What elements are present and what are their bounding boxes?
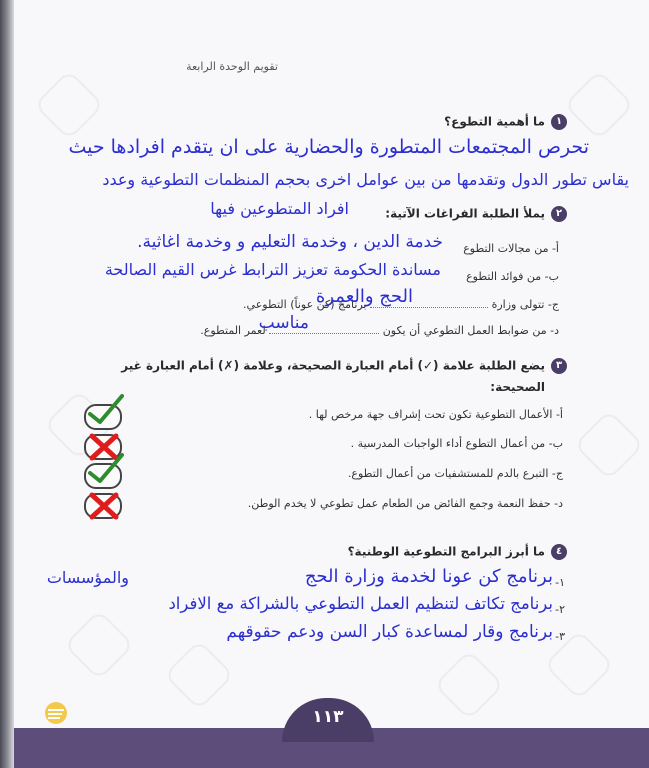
question-3-heading (121, 358, 567, 374)
fill-d-answer: مناسب (258, 313, 309, 333)
program-3-number: ٣- (555, 630, 565, 643)
statement-a: أ- الأعمال التطوعية تكون تحت إشراف جهة مرخص لها . (308, 408, 563, 421)
program-2-answer: برنامج تكاتف لتنظيم العمل التطوعي بالشراكة مع الافراد (168, 594, 553, 613)
page-number: ١١٣ (282, 698, 374, 742)
program-1-answer: برنامج كن عونا لخدمة وزارة الحج (304, 566, 553, 587)
question-3-text-line-1: يضع الطلبة علامة (✓) أمام العبارة الصحيحة، وعلامة (✗) أمام العبارة غير (121, 358, 545, 373)
fill-c-answer: الحج والعمرة (315, 286, 413, 307)
question-3-text-line-2: الصحيحة: (490, 380, 545, 394)
publisher-logo-icon (40, 700, 70, 726)
question-1-heading (444, 114, 567, 130)
fill-c-prefix: ج- تتولى وزارة (491, 298, 559, 311)
book-spine (0, 0, 14, 768)
program-1-number: ١- (555, 576, 565, 589)
fill-b-prefix: ب- من فوائد التطوع (466, 270, 559, 283)
answer-1-line-1: تحرص المجتمعات المتطورة والحضارية على ان يتقدم افرادها حيث (68, 136, 589, 158)
unit-title: تقويم الوحدة الرابعة (186, 60, 278, 73)
answer-1-line-3: افراد المتطوعين فيها (210, 199, 349, 218)
check-icon (84, 451, 124, 483)
fill-d-suffix: لعمر المتطوع. (200, 324, 266, 337)
question-4-heading (348, 544, 567, 560)
question-1-text: ما أهمية التطوع؟ (444, 114, 545, 129)
fill-b-answer: مساندة الحكومة تعزيز الترابط غرس القيم الصالحة (104, 260, 441, 279)
question-number-2: ٢ (551, 206, 567, 222)
question-number-1: ١ (551, 114, 567, 130)
question-2-heading (385, 206, 567, 222)
program-3-answer: برنامج وقار لمساعدة كبار السن ودعم حقوقهم (226, 622, 553, 642)
fill-d-line (200, 324, 559, 337)
program-2-number: ٢- (555, 603, 565, 616)
statement-b: ب- من أعمال التطوع أداء الواجبات المدرسية . (350, 437, 563, 450)
answer-box-c (84, 463, 122, 489)
cross-icon (86, 491, 122, 521)
fill-d-prefix: د- من ضوابط العمل التطوعي أن يكون (382, 324, 559, 337)
program-1-tail: والمؤسسات (46, 568, 129, 587)
question-4-text: ما أبرز البرامج التطوعية الوطنية؟ (347, 544, 545, 559)
statement-c: ج- التبرع بالدم للمستشفيات من أعمال التطوع. (347, 467, 563, 480)
answer-box-d (84, 493, 122, 519)
question-number-3: ٣ (551, 358, 567, 374)
fill-c-middle: برنامج (كن عوناً) التطوعي. (243, 298, 367, 311)
answer-1-line-2: يقاس تطور الدول وتقدمها من بين عوامل اخرى بحجم المنظمات التطوعية وعدد (102, 170, 629, 189)
check-icon (84, 392, 124, 424)
answer-box-a (84, 404, 122, 430)
question-number-4: ٤ (551, 544, 567, 560)
statement-d: د- حفظ النعمة وجمع الفائض من الطعام عمل تطوعي لا يخدم الوطن. (247, 497, 563, 510)
fill-a-answer: خدمة الدين ، وخدمة التعليم و وخدمة اغاثية. (137, 232, 443, 252)
fill-a-prefix: أ- من مجالات التطوع (463, 242, 559, 255)
question-2-text: يملأ الطلبة الفراغات الآتية: (385, 206, 545, 221)
